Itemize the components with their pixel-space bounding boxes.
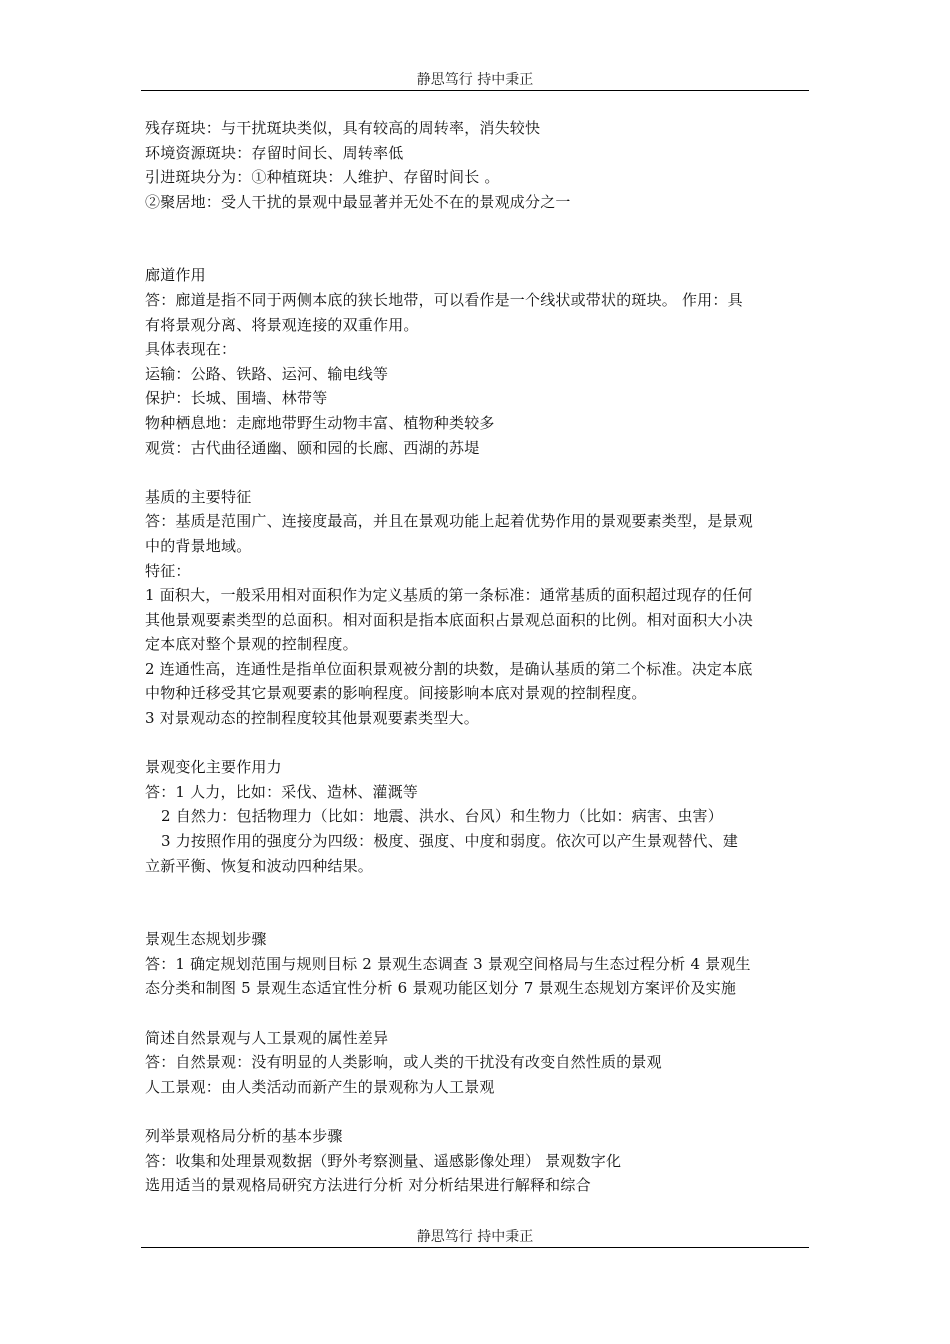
text-line: 运输：公路、铁路、运河、输电线等 [145,364,389,383]
section-title: 基质的主要特征 [145,487,252,506]
text-line: 2 自然力：包括物理力（比如：地震、洪水、台风）和生物力（比如：病害、虫害） [161,807,723,826]
text-line: 其他景观要素类型的总面积。相对面积是指本底面积占景观总面积的比例。相对面积大小决 [145,610,754,629]
section-title: 廊道作用 [145,266,206,285]
text-line: 3 对景观动态的控制程度较其他景观要素类型大。 [145,709,479,728]
text-line: 答：1 人力，比如：采伐、造林、灌溉等 [145,782,419,801]
text-line: 定本底对整个景观的控制程度。 [145,635,358,654]
page-header: 静思笃行 持中秉正 [141,71,809,91]
text-line: 立新平衡、恢复和波动四种结果。 [145,856,374,875]
text-line: 2 连通性高，连通性是指单位面积景观被分割的块数，是确认基质的第二个标准。决定本底 [145,659,753,678]
text-line: 答：廊道是指不同于两侧本底的狭长地带，可以看作是一个线状或带状的斑块。 作用：具 [145,290,743,309]
text-line: 答：收集和处理景观数据（野外考察测量、遥感影像处理） 景观数字化 [145,1151,622,1170]
page-footer: 静思笃行 持中秉正 [141,1228,809,1248]
section-title: 简述自然景观与人工景观的属性差异 [145,1028,389,1047]
text-line: 答：自然景观：没有明显的人类影响，或人类的干扰没有改变自然性质的景观 [145,1053,662,1072]
text-line: 环境资源斑块：存留时间长、周转率低 [145,143,404,162]
text-line: 有将景观分离、将景观连接的双重作用。 [145,315,419,334]
text-line: 中的背景地域。 [145,536,252,555]
section-title: 景观变化主要作用力 [145,758,282,777]
text-line: 保护：长城、围墙、林带等 [145,389,328,408]
text-line: 特征： [145,561,191,580]
text-line: ②聚居地：受人干扰的景观中最显著并无处不在的景观成分之一 [145,192,571,211]
text-line: 观赏：古代曲径通幽、颐和园的长廊、西湖的苏堤 [145,438,480,457]
text-line: 残存斑块：与干扰斑块类似，具有较高的周转率，消失较快 [145,119,541,137]
text-line: 中物种迁移受其它景观要素的影响程度。间接影响本底对景观的控制程度。 [145,684,647,703]
text-line: 引进斑块分为：①种植斑块：人维护、存留时间长 。 [145,168,500,187]
section-title: 列举景观格局分析的基本步骤 [145,1126,343,1145]
text-line: 物种栖息地：走廊地带野生动物丰富、植物种类较多 [145,413,495,432]
text-line: 态分类和制图 5 景观生态适宜性分析 6 景观功能区划分 7 景观生态规划方案评价及实施 [145,979,737,998]
section-title: 景观生态规划步骤 [145,930,267,949]
text-line: 答：1 确定规划范围与规则目标 2 景观生态调查 3 景观空间格局与生态过程分析 4 景观生 [145,954,751,973]
text-line: 3 力按照作用的强度分为四级：极度、强度、中度和弱度。依次可以产生景观替代、建 [161,832,739,851]
text-line: 答：基质是范围广、连接度最高，并且在景观功能上起着优势作用的景观要素类型，是景观 [145,512,754,531]
text-line: 人工景观：由人类活动而新产生的景观称为人工景观 [145,1077,495,1096]
text-line: 具体表现在： [145,340,237,359]
text-line: 选用适当的景观格局研究方法进行分析 对分析结果进行解释和综合 [145,1176,591,1195]
text-line: 1 面积大，一般采用相对面积作为定义基质的第一条标准：通常基质的面积超过现存的任何 [145,586,753,605]
document-body [145,116,809,1198]
